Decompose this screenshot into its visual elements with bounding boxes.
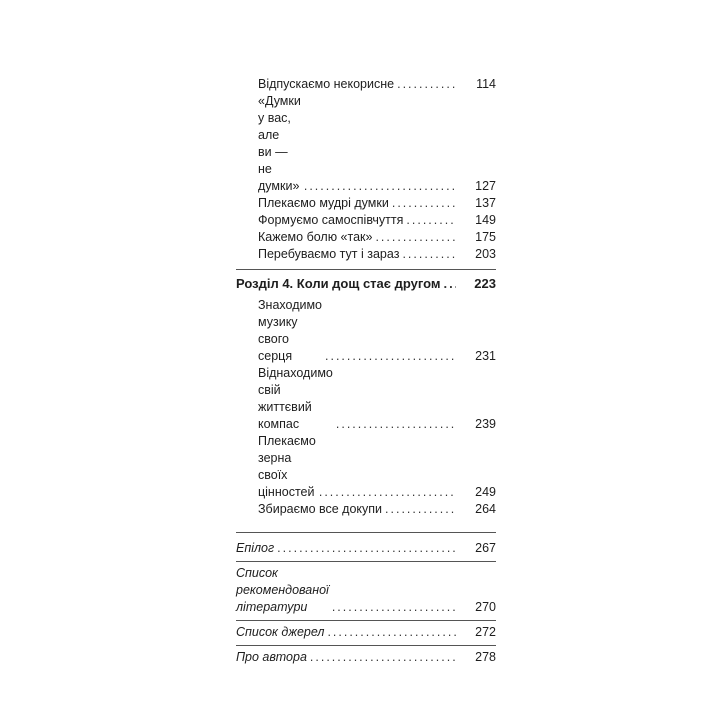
toc-entry[interactable] [236, 540, 496, 557]
toc-page-number: 175 [475, 230, 496, 244]
entry-divider [236, 620, 496, 621]
entry-divider [236, 645, 496, 646]
toc-entry-title: Список джерел [236, 625, 325, 639]
section-divider [236, 532, 496, 533]
toc-entry-title-line: літератури [236, 600, 308, 614]
toc-page-number: 203 [475, 247, 496, 261]
toc-entry-title: Про автора [236, 650, 307, 664]
toc-leader-dots [332, 599, 456, 616]
toc-page-number: 270 [475, 600, 496, 614]
toc-page-number: 264 [475, 502, 496, 516]
toc-entry[interactable] [236, 565, 496, 616]
toc-entry-title-line: Віднаходимо свій [258, 366, 333, 397]
toc-entry-title-line: «Думки у вас, але [258, 94, 301, 142]
toc-entry[interactable] [236, 229, 496, 246]
toc-entry[interactable] [236, 76, 496, 93]
toc-leader-dots [325, 348, 456, 365]
toc-page-number: 231 [475, 349, 496, 363]
toc-entry[interactable] [236, 297, 496, 365]
toc-entry[interactable] [236, 212, 496, 229]
toc-entry-title: Формуємо самоспівчуття [258, 213, 404, 227]
toc-leader-dots [402, 246, 456, 263]
toc-leader-dots [304, 178, 456, 195]
toc-page-number: 223 [474, 276, 496, 291]
toc-page-number: 267 [475, 541, 496, 555]
toc-leader-dots [277, 540, 456, 557]
toc-leader-dots [397, 76, 456, 93]
toc-entry-title: Епілог [236, 541, 275, 555]
toc-entry-title-line: свого серця [258, 332, 293, 363]
toc-entry-title: Відпускаємо некорисне [258, 77, 395, 91]
toc-page-number: 149 [475, 213, 496, 227]
toc-leader-dots [327, 624, 456, 641]
toc-entry[interactable] [236, 501, 496, 518]
toc-entry-title-line: життєвий компас [258, 400, 312, 431]
toc-leader-dots [375, 229, 456, 246]
toc-page-number: 127 [475, 179, 496, 193]
toc-page-number: 272 [475, 625, 496, 639]
toc-page-number: 114 [476, 77, 496, 91]
toc-leader-dots [310, 649, 456, 666]
toc-chapter-entry[interactable] [236, 275, 496, 292]
toc-entry[interactable] [236, 433, 496, 501]
toc-page-number: 137 [475, 196, 496, 210]
section-divider [236, 269, 496, 270]
toc-entry[interactable] [236, 365, 496, 433]
toc-entry[interactable] [236, 93, 496, 195]
entry-divider [236, 561, 496, 562]
toc-entry-title: Кажемо болю «так» [258, 230, 373, 244]
toc-entry[interactable] [236, 246, 496, 263]
toc-leader-dots [385, 501, 456, 518]
toc-entry[interactable] [236, 195, 496, 212]
toc-leader-dots [406, 212, 456, 229]
toc-entry-title-line: Список рекомендованої [236, 566, 329, 597]
toc-leader-dots [319, 484, 456, 501]
toc-chapter-title: Розділ 4. Коли дощ стає другом [236, 276, 441, 291]
toc-entry-title-line: Плекаємо зерна [258, 434, 316, 465]
toc-entry-title: Плекаємо мудрі думки [258, 196, 389, 210]
toc-entry-title-line: Знаходимо музику [258, 298, 323, 329]
toc-leader-dots [392, 195, 456, 212]
toc-entry[interactable] [236, 649, 496, 666]
toc-page-number: 239 [475, 417, 496, 431]
toc-leader-dots [336, 416, 456, 433]
toc-entry[interactable] [236, 624, 496, 641]
toc-entry-title: Збираємо все докупи [258, 502, 383, 516]
toc-leader-dots [443, 275, 456, 292]
table-of-contents [236, 74, 496, 666]
toc-entry-title: Перебуваємо тут і зараз [258, 247, 400, 261]
toc-page-number: 278 [475, 650, 496, 664]
toc-page-number: 249 [475, 485, 496, 499]
toc-entry-title-line: ви — не думки» [258, 145, 300, 193]
toc-entry-title-line: своїх цінностей [258, 468, 315, 499]
